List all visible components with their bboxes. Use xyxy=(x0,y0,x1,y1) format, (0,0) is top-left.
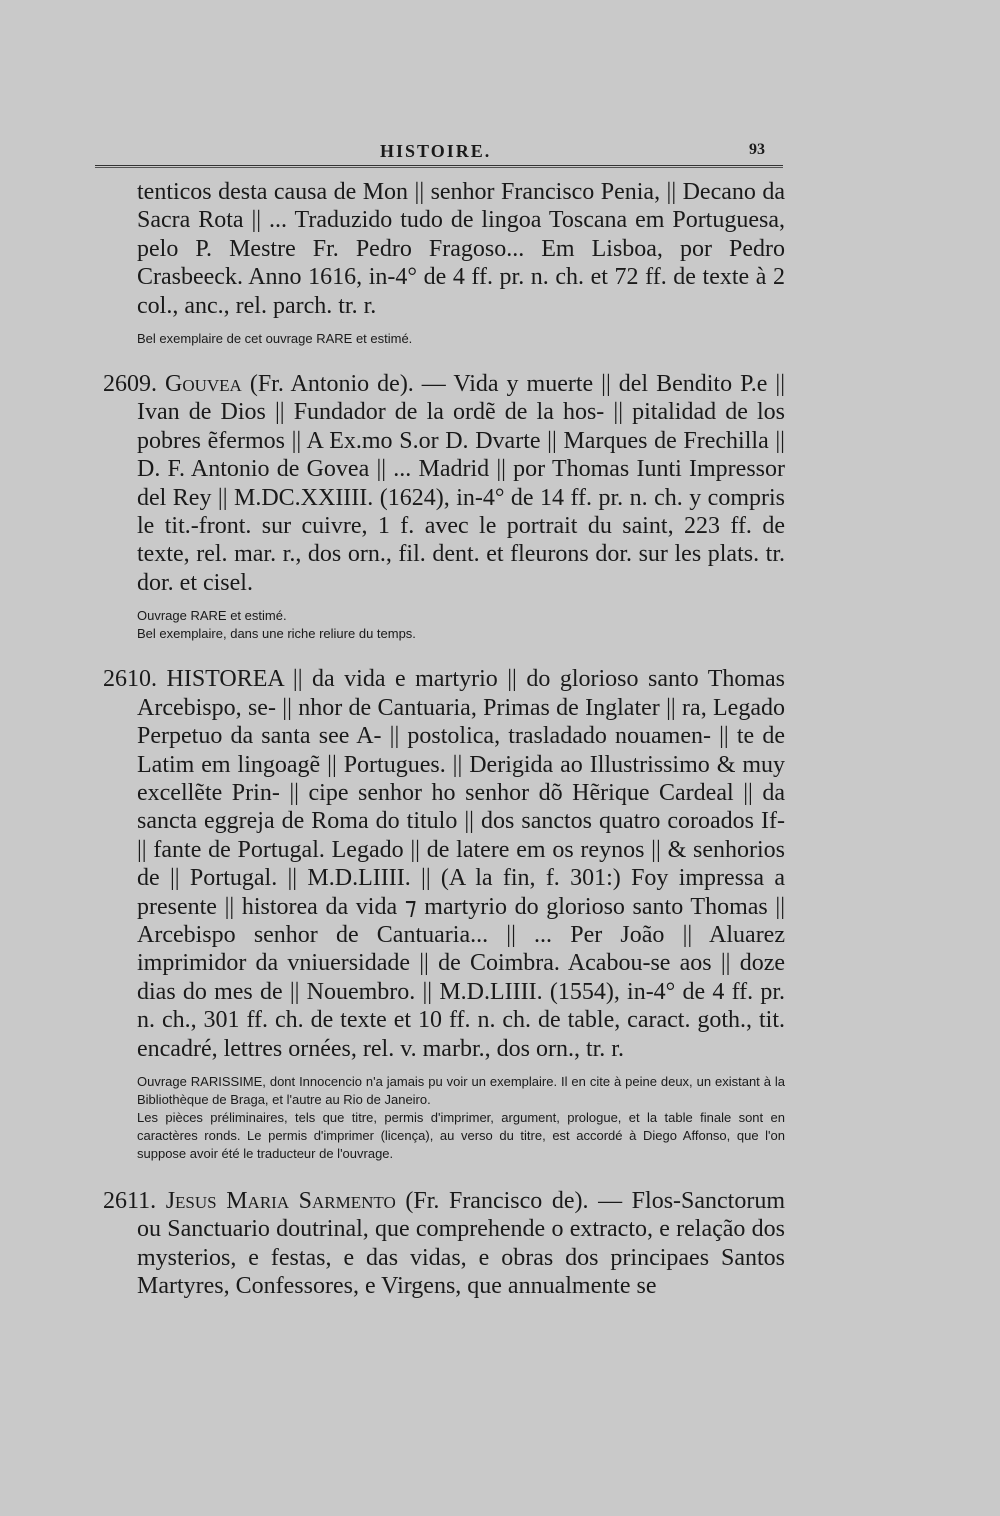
entry-note: Ouvrage RARISSIME, dont Innocencio n'a jamais pu voir un exemplaire. Il en cite à peine deux, un existant à la Bibliothèque de Braga, et l'autre au Rio de Janeiro. xyxy=(137,1073,785,1107)
page-content xyxy=(103,178,786,1301)
header-title: HISTOIRE. xyxy=(380,141,492,161)
entry-number: 2609. xyxy=(103,371,157,398)
continuation-text: tenticos desta causa de Mon || senhor Francisco Penia, || Decano da Sacra Rota || ... Traduzido tudo de lingoa Toscana em Portuguesa, pelo P. Mestre Fr. Pedro Fragoso... Em Lisboa, por Pedro Crasbeeck. Anno 1616, in-4° de 4 ff. pr. n. ch. et 72 ff. de texte à 2 col., anc., rel. parch. tr. r. xyxy=(137,179,785,319)
entry-author: Jesus Maria Sarmento xyxy=(165,1187,396,1214)
entry-number: 2611. xyxy=(103,1187,157,1214)
entry-author: Gouvea xyxy=(165,371,242,398)
entry-text: (Fr. Antonio de). — Vida y muerte || del Bendito P.e || Ivan de Dios || Fundador de la ordẽ de la hos- || pitalidad de los pobres ẽfermos || A Ex.mo S.or D. Dvarte || Marques de Frechilla || D. F. Antonio de Govea || ... Madrid || por Thomas Iunti Impressor del Rey || M.DC.XXIIII. (1624), in-4° de 14 ff. pr. n. ch. y compris le tit.-front. sur cuivre, 1 f. avec le portrait du saint, 223 ff. de texte, rel. mar. r., dos orn., fil. dent. et fleurons dor. sur les plats. tr. dor. et cisel. xyxy=(137,371,786,596)
entry-2609 xyxy=(103,370,786,597)
page-number: 93 xyxy=(749,141,765,158)
entry-2611 xyxy=(103,1187,786,1301)
entry-number: 2610. xyxy=(103,666,157,693)
running-header xyxy=(95,141,783,165)
continuation-note: Bel exemplaire de cet ouvrage RARE et estimé. xyxy=(137,331,413,347)
entry-author: HISTOREA xyxy=(166,666,284,693)
entry-note: Les pièces préliminaires, tels que titre, permis d'imprimer, argument, prologue, et la table finale sont en caractères ronds. Le permis d'imprimer (licença), au verso du titre, est accordé à Diego Affonso, que l'on suppose avoir été le traducteur de l'ouvrage. xyxy=(137,1109,785,1161)
entry-text: || da vida e martyrio || do glorioso santo Thomas Arcebispo, se- || nhor de Cantuaria, Primas de Inglater || ra, Legado Perpetuo da santa see A- || postolica, trasladado nouamen- || te de Latim em lingoagẽ || Portugues. || Derigida ao Illustrissimo & muy excellẽte Prin- || cipe senhor ho senhor dõ Hẽrique Cardeal || da sancta eggreja de Roma do titulo || dos sanctos quatro coroados If- || fante de Portugal. Legado || de latere em os reynos || & senhorios de || Portugal. || M.D.LIIII. || (A la fin, f. 301:) Foy impressa a presente || historea da vida ⁊ martyrio do glorioso santo Thomas || Arcebispo senhor de Cantuaria... || ... Per João || Aluarez imprimidor da vniuersidade || de Coimbra. Acabou-se aos || doze dias do mes de || Nouembro. || M.D.LIIII. (1554), in-4° de 4 ff. pr. n. ch., 301 ff. ch. de texte et 10 ff. n. ch. de table, caract. goth., tit. encadré, lettres ornées, rel. v. marbr., dos orn., tr. r. xyxy=(137,666,786,1062)
entry-text: (Fr. Francisco de). — Flos-Sanctorum ou Sanctuario doutrinal, que comprehende o extracto, e relação dos mysterios, e festas, e das vidas, e obras dos principaes Santos Martyres, Confessores, e Virgens, que annualmente se xyxy=(137,1187,786,1300)
entry-note: Ouvrage RARE et estimé. xyxy=(137,608,287,624)
entry-2610 xyxy=(103,665,786,1063)
header-rule xyxy=(95,165,783,168)
entry-note: Bel exemplaire, dans une riche reliure du temps. xyxy=(137,626,416,642)
